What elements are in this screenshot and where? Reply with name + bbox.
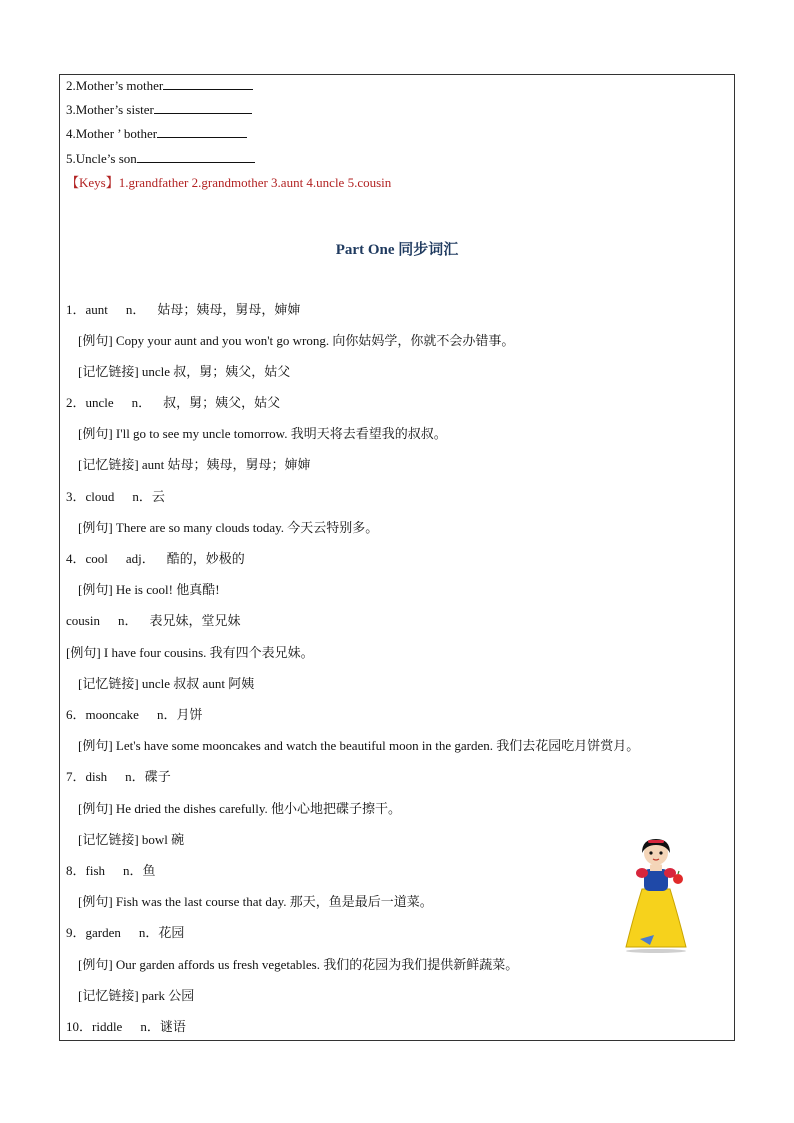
example-sentence: [例句] He dried the dishes carefully. 他小心地把碟子擦干。 bbox=[78, 801, 402, 816]
snow-white-icon bbox=[620, 835, 692, 953]
example-sentence: [例句] I'll go to see my uncle tomorrow. 我明天将去看望我的叔叔。 bbox=[78, 426, 447, 441]
example-sentence: [例句] I have four cousins. 我有四个表兄妹。 bbox=[66, 645, 314, 660]
vocab-entry-uncle: 2．uncle n． 叔，舅；姨父，姑父 bbox=[66, 395, 281, 410]
vocab-entry-cloud: 3．cloud n．云 bbox=[66, 489, 165, 504]
vocab-entry-riddle: 10．riddle n．谜语 bbox=[66, 1019, 186, 1034]
exercise-item-4: 4.Mother ’ bother bbox=[66, 125, 247, 142]
answer-keys: 【Keys】1.grandfather 2.grandmother 3.aunt 4.uncle 5.cousin bbox=[66, 175, 392, 190]
vocab-entry-garden: 9．garden n．花园 bbox=[66, 925, 185, 940]
exercise-item-2: 2.Mother’s mother bbox=[66, 77, 253, 94]
exercise-item-5: 5.Uncle’s son bbox=[66, 150, 255, 167]
memory-link: [记忆链接] uncle 叔叔 aunt 阿姨 bbox=[78, 676, 255, 691]
answer-blank[interactable] bbox=[154, 101, 252, 114]
vocab-entry-cool: 4．cool adj． 酷的，妙极的 bbox=[66, 551, 245, 566]
vocab-entry-mooncake: 6．mooncake n．月饼 bbox=[66, 707, 203, 722]
section-title: Part One 同步词汇 bbox=[335, 242, 459, 258]
example-sentence: [例句] There are so many clouds today. 今天云特别多。 bbox=[78, 520, 379, 535]
example-sentence: [例句] Our garden affords us fresh vegetables. 我们的花园为我们提供新鲜蔬菜。 bbox=[78, 957, 519, 972]
vocab-entry-fish: 8．fish n．鱼 bbox=[66, 863, 156, 878]
example-sentence: [例句] Let's have some mooncakes and watch the beautiful moon in the garden. 我们去花园吃月饼赏月。 bbox=[78, 738, 640, 753]
vocab-entry-cousin: cousin n． 表兄妹，堂兄妹 bbox=[66, 613, 241, 628]
example-sentence: [例句] Fish was the last course that day. 那天，鱼是最后一道菜。 bbox=[78, 894, 433, 909]
memory-link: [记忆链接] aunt 姑母；姨母，舅母；婶婶 bbox=[78, 457, 311, 472]
memory-link: [记忆链接] bowl 碗 bbox=[78, 832, 185, 847]
exercise-item-3: 3.Mother’s sister bbox=[66, 101, 252, 118]
vocab-entry-aunt: 1．aunt n． 姑母；姨母，舅母，婶婶 bbox=[66, 302, 301, 317]
answer-blank[interactable] bbox=[137, 150, 255, 163]
answer-blank[interactable] bbox=[163, 77, 253, 90]
example-sentence: [例句] He is cool! 他真酷! bbox=[78, 582, 220, 597]
vocab-entry-dish: 7．dish n．碟子 bbox=[66, 769, 171, 784]
answer-blank[interactable] bbox=[157, 125, 247, 138]
memory-link: [记忆链接] park 公园 bbox=[78, 988, 195, 1003]
example-sentence: [例句] Copy your aunt and you won't go wrong. 向你姑妈学，你就不会办错事。 bbox=[78, 333, 515, 348]
memory-link: [记忆链接] uncle 叔，舅；姨父，姑父 bbox=[78, 364, 291, 379]
